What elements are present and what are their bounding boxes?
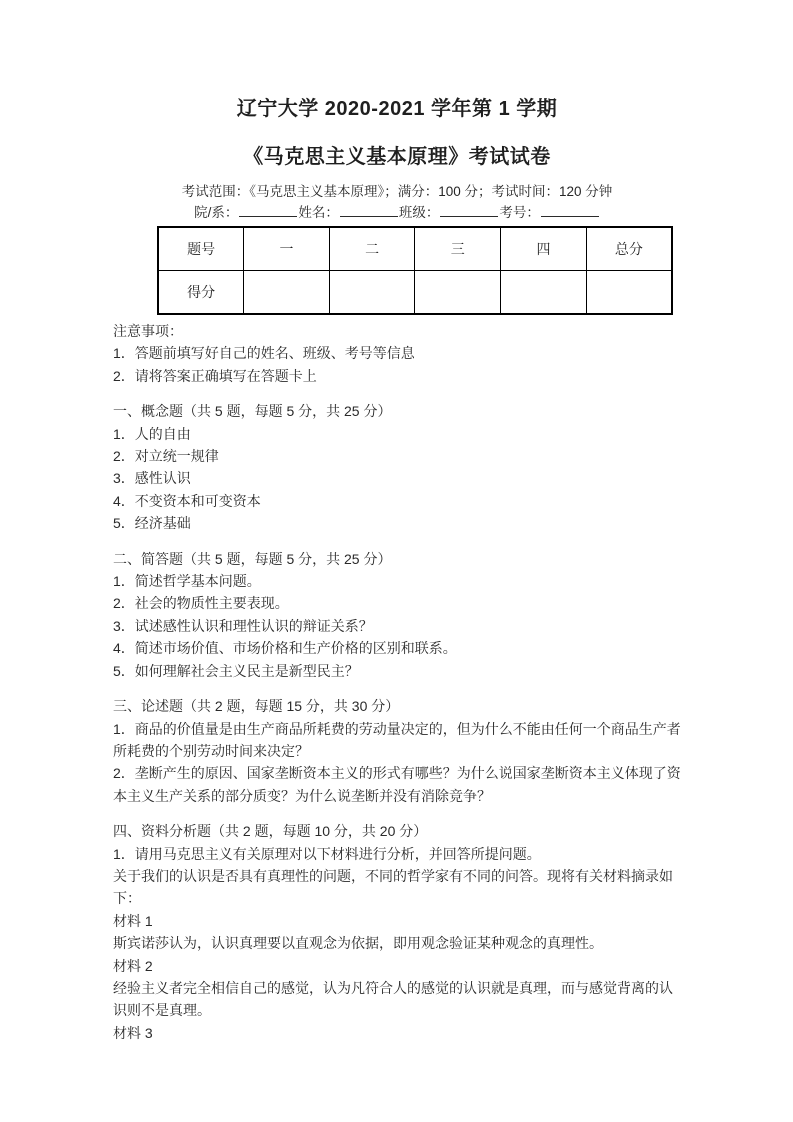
question-intro-text: 关于我们的认识是否具有真理性的问题，不同的哲学家有不同的问答。现将有关材料摘录如下：	[113, 867, 673, 907]
notice-block	[113, 320, 681, 387]
question-item: 1．请用马克思主义有关原理对以下材料进行分析，并回答所提问题。	[113, 845, 541, 862]
question-item: 2．对立统一规律	[113, 448, 219, 465]
exam-body	[113, 320, 681, 1044]
material-label: 材料 2	[113, 957, 153, 974]
score-cell-part-2	[329, 271, 415, 315]
score-cell-part-4	[501, 271, 587, 315]
department-fill-blank	[239, 203, 297, 217]
department-field-label: 院/系：	[194, 205, 239, 220]
score-cell-part-3	[415, 271, 501, 315]
score-table-header-part-4: 四	[501, 227, 587, 271]
section-heading: 二、简答题（共 5 题，每题 5 分，共 25 分）	[113, 550, 392, 567]
question-item: 5．如何理解社会主义民主是新型民主？	[113, 662, 359, 679]
name-field-label: 姓名：	[298, 205, 339, 220]
question-item: 2．垄断产生的原因、国家垄断资本主义的形式有哪些？为什么说国家垄断资本主义体现了资本主义生产关系的部分质变？为什么说垄断并没有消除竞争？	[113, 765, 681, 804]
score-row-label: 得分	[158, 271, 244, 315]
section-short-answer	[113, 548, 681, 682]
question-item: 4．不变资本和可变资本	[113, 492, 261, 509]
material-label: 材料 1	[113, 912, 153, 929]
score-cell-part-1	[244, 271, 330, 315]
score-table-header-part-3: 三	[415, 227, 501, 271]
question-item: 3．试述感性认识和理性认识的辩证关系？	[113, 617, 373, 634]
section-concepts	[113, 400, 681, 534]
section-heading: 四、资料分析题（共 2 题，每题 10 分，共 20 分）	[113, 823, 428, 840]
section-heading: 一、概念题（共 5 题，每题 5 分，共 25 分）	[113, 403, 392, 420]
question-item: 2．社会的物质性主要表现。	[113, 595, 289, 612]
name-fill-blank	[340, 203, 398, 217]
score-table-score-row	[158, 271, 672, 315]
score-table-header-row	[158, 227, 672, 271]
page-title: 辽宁大学 2020-2021 学年第 1 学期	[236, 98, 558, 120]
score-table	[157, 226, 673, 315]
section-essay	[113, 695, 681, 807]
notice-title: 注意事项：	[113, 323, 183, 339]
notice-item: 1．答题前填写好自己的姓名、班级、考号等信息	[113, 345, 415, 362]
score-table-header-part-2: 二	[329, 227, 415, 271]
class-fill-blank	[440, 203, 498, 217]
question-item: 5．经济基础	[113, 515, 191, 532]
section-heading: 三、论述题（共 2 题，每题 15 分，共 30 分）	[113, 698, 400, 715]
material-text: 经验主义者完全相信自己的感觉，认为凡符合人的感觉的认识就是真理，而与感觉背离的认识则不是真理。	[113, 979, 673, 1019]
notice-item: 2．请将答案正确填写在答题卡上	[113, 367, 317, 384]
page-subtitle: 《马克思主义基本原理》考试试卷	[243, 146, 551, 168]
question-item: 3．感性认识	[113, 470, 191, 487]
material-text: 斯宾诺莎认为，认识真理要以直观念为依据，即用观念验证某种观念的真理性。	[113, 935, 603, 952]
exam-no-fill-blank	[541, 203, 599, 217]
class-field-label: 班级：	[398, 205, 440, 220]
score-cell-total	[586, 271, 672, 315]
score-table-header-part-1: 一	[244, 227, 330, 271]
question-item: 1．简述哲学基本问题。	[113, 573, 261, 590]
student-info-line	[113, 203, 681, 222]
question-item: 1．商品的价值量是由生产商品所耗费的劳动量决定的，但为什么不能由任何一个商品生产者所耗费的个别劳动时间来决定？	[113, 720, 681, 759]
score-table-header-question-no: 题号	[158, 227, 244, 271]
question-item: 1．人的自由	[113, 425, 191, 442]
section-material-analysis	[113, 820, 681, 1044]
question-item: 4．简述市场价值、市场价格和生产价格的区别和联系。	[113, 640, 457, 657]
material-label: 材料 3	[113, 1024, 153, 1041]
exam-no-field-label: 考号：	[499, 205, 540, 220]
score-table-header-total: 总分	[586, 227, 672, 271]
exam-info-line: 考试范围：《马克思主义基本原理》；满分：100 分；考试时间：120 分钟	[181, 184, 613, 199]
